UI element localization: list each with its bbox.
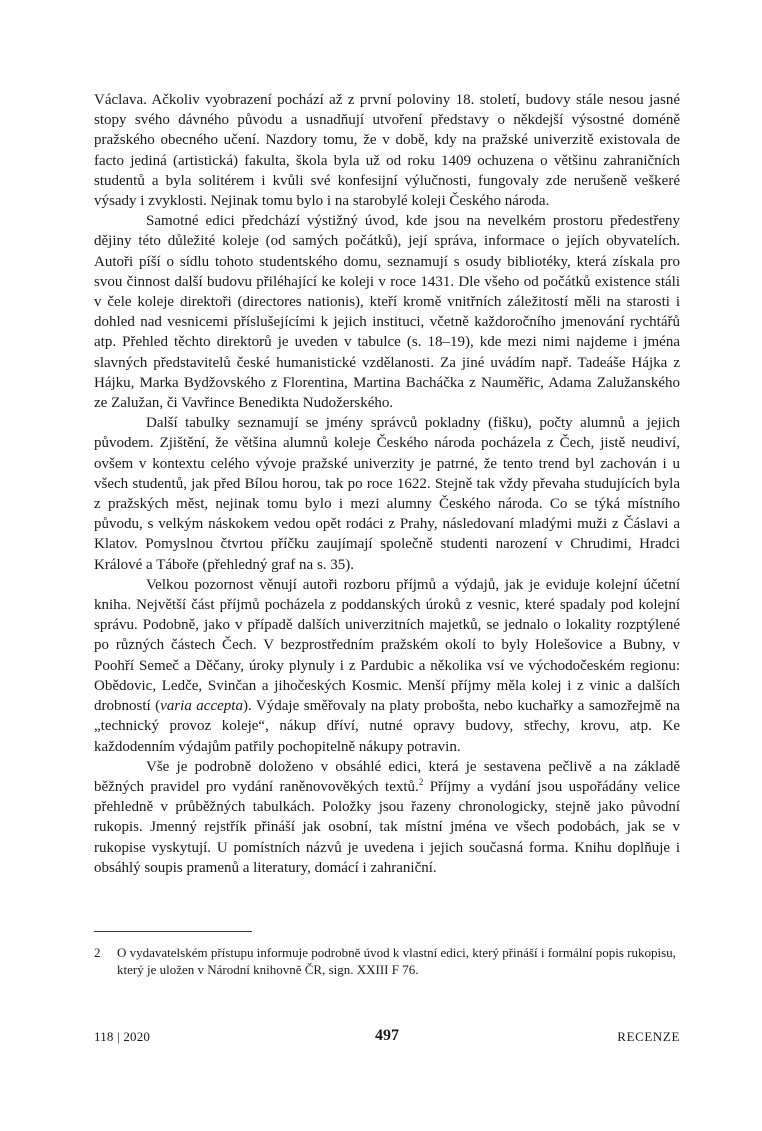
page-footer <box>94 1027 680 1049</box>
paragraph-4-text-b: ). Výdaje směřovaly na platy proboštа, nebo kuchařky a samozřejmě na „technický provoz koleje“, nákup dříví, nutné opravy budovy, střechy, krovu, atp. Ke každodenním výdajům patřily pochopitelně nákupy potravin. <box>94 698 680 755</box>
footer-section-title: RECENZE <box>617 1029 680 1044</box>
footnote-text: O vydavatelském přístupu informuje podrobně úvod k vlastní edici, který přináší i formální popis rukopisu, který je uložen v Národní knihovně ČR, sign. XXIII F 76. <box>117 945 676 977</box>
paragraph-3: Další tabulky seznamují se jmény správců pokladny (fišku), počty alumnů a jejich původem. Zjištění, že většina alumnů koleje Českého národa pocházela z Čech, jistě neudiví, ovšem v kontextu celého vývoje pražské univerzity je patrné, že tento trend byl zachován i u všech studentů, jak před Bílou horou, tak po roce 1622. Stejně tak vždy převaha studujících byla z pražských měst, nejinak tomu bylo i mezi alumny Českého národa. Co se týká místního původu, s velkým náskokem vedou opět rodáci z Prahy, následovaní mladými muži z Čáslavi a Klatov. Pomyslnou čtvrtou příčku zaujímají společně studenti narození v Chrudimi, Hradci Králové a Táboře (přehledný graf na s. 35). <box>94 415 680 573</box>
paragraph-4-italic-term: varia accepta <box>160 698 243 715</box>
footnote-number: 2 <box>94 945 101 960</box>
page-number: 497 <box>375 1027 399 1044</box>
footnote <box>94 944 680 978</box>
footnote-divider <box>94 931 252 932</box>
paragraph-4-text-a: Velkou pozornost věnují autoři rozboru příjmů a výdajů, jak je eviduje kolejní účetní kniha. Největší část příjmů pocházela z poddanských úroků z vesnic, které spadaly pod kolejní správu. Podobně, jako v případě dalších univerzitních majetků, se jednalo o lokality rozptýlené po různých částech Čech. V bezprostředním pražském okolí to byly Holešovice a Bubny, v Poohří Semeč a Děčany, úroky plynuly i z Pardubic a několika vsí ve východočeském regionu: Obědovic, Ledče, Svinčan a jihočeských Kosmic. Menší příjmy měla kolej i z vinic a dalších drobností ( <box>94 576 680 715</box>
paragraph-1: Václava. Ačkoliv vyobrazení pochází až z první poloviny 18. století, budovy stále nesou jasné stopy svého dávného původu a usnadňují utvoření představy o někdejší výsostné doméně pražského obecného učení. Nazdory tomu, že v době, kdy na pražské univerzitě existovala de facto jediná (artistická) fakulta, škola byla už od roku 1409 ochuzena o většinu zahraničních studentů a byla solitérem i kvůli své konfesijní výlučnosti, fungovaly zde nerušeně veškeré výsady i zvyklosti. Nejinak tomu bylo i na starobylé koleji Českého národa. <box>94 92 680 210</box>
footnote-reference: 2 <box>418 776 424 787</box>
paragraph-2: Samotné edici předchází výstižný úvod, kde jsou na nevelkém prostoru předestřeny dějiny této důležité koleje (od samých počátků), její správa, informace o jejích obyvatelích. Autoři píší o sídlu tohoto studentského domu, seznamují s osudy bibliotéky, která získala pro svou činnost další budovu přiléhající ke koleji v roce 1431. Dle všeho od počátků existence stáli v čele koleje direktoři (directores nationis), kteří kromě vnitřních záležitostí měli na starosti i dohled nad vesnicemi příslušejícími k jejich instituci, včetně každoročního jmenování rychtářů atp. Přehled těchto direktorů je uveden v tabulce (s. 18–19), kde mezi nimi najdeme i jména slavných představitelů české humanistické vzdělanosti. Za jiné uvádím např. Tadeáše Hájka z Hájku, Marka Bydžovského z Florentina, Martina Bacháčka z Nauměřic, Adama Zalužanského ze Zalužan, či Vavřince Benedikta Nudožerského. <box>94 213 680 412</box>
paragraph-5-text-a: Vše je podrobně doloženo v obsáhlé edici, která je sestavena pečlivě a na základě běžných pravidel pro vydání raněnovověkých textů. <box>94 758 680 795</box>
paragraph-5 <box>94 757 680 878</box>
footer-issue-year: 118 | 2020 <box>94 1029 151 1044</box>
paragraph-5-text-b: Příjmy a vydání jsou uspořádány velice přehledně v průběžných tabulkách. Položky jsou řazeny chronologicky, stejně jako původní rukopis. Jmenný rejstřík přináší jak osobní, tak místní jména ve všech podobách, jak se v rukopise vyskytují. U pomístních názvů je uvedena i jejich současná forma. Knihu doplňuje i obsáhlý soupis pramenů a literatury, domácí i zahraniční. <box>94 778 680 876</box>
paragraph-4 <box>94 575 680 757</box>
body-text <box>94 90 680 878</box>
